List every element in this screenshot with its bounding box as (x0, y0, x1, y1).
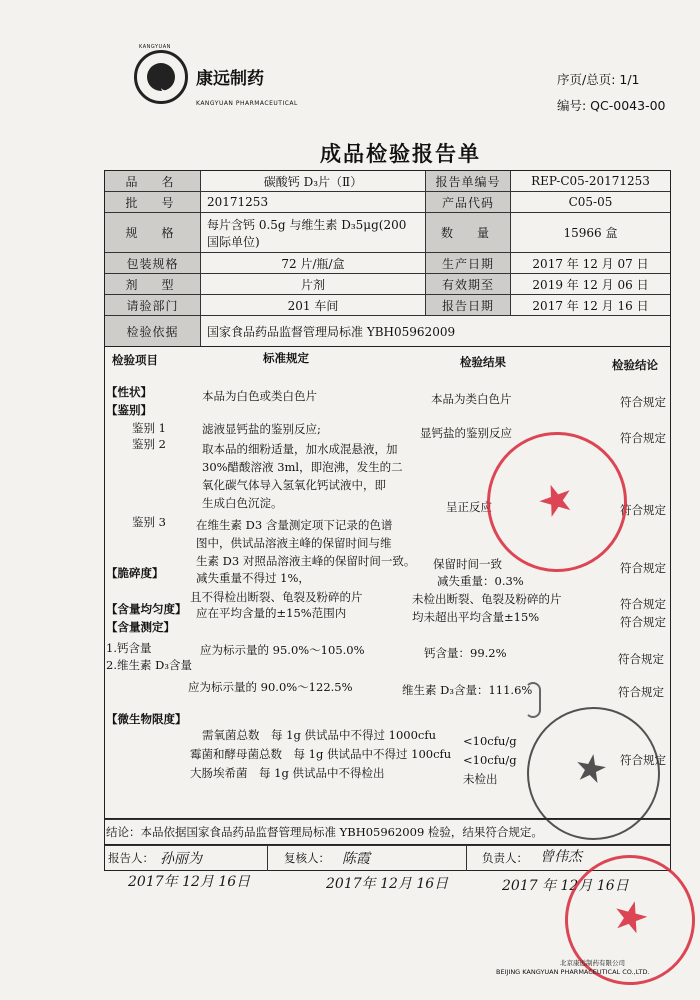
info-table (104, 170, 671, 347)
section-microbial: 【微生物限度】 (106, 712, 187, 726)
ident-3-result: 保留时间一致 (433, 557, 502, 571)
ident-3-label: 鉴别 3 (132, 515, 166, 529)
dosage-form: 片剂 (201, 274, 426, 295)
ident-1-result: 显钙盐的鉴别反应 (420, 426, 512, 440)
ident-3-standard-1: 在维生素 D3 含量测定项下记录的色谱 (196, 518, 393, 532)
manager-date: 2017 年 12月 16日 (502, 878, 629, 894)
ident-2-label: 鉴别 2 (132, 437, 166, 451)
spec-value (201, 213, 426, 253)
micro-1-standard: 需氧菌总数 每 1g 供试品中不得过 1000cfu (202, 728, 437, 742)
ident-3-conclusion: 符合规定 (620, 561, 666, 575)
col-item: 检验项目 (112, 353, 158, 367)
ident-2-standard-2: 30%醋酸溶液 3ml，即泡沸，发生的二 (202, 460, 403, 474)
assay-1-result: 钙含量：99.2% (424, 646, 507, 660)
report-date: 2017 年 12 月 16 日 (511, 295, 670, 316)
section-assay: 【含量测定】 (106, 620, 175, 634)
micro-1-result: <10cfu/g (463, 734, 517, 748)
manager-signature: 曾伟杰 (540, 849, 582, 865)
batch-number: 20171253 (201, 192, 426, 213)
footer-en: BEIJING KANGYUAN PHARMACEUTICAL CO.,LTD. (496, 968, 650, 976)
page-info: 序页/总页: 1/1 (557, 72, 640, 87)
company-logo (134, 50, 188, 104)
reviewer-date: 2017年 12月 16日 (326, 876, 449, 892)
ident-1-conclusion: 符合规定 (620, 431, 666, 445)
pack-label: 包装规格 (105, 253, 201, 274)
request-dept: 201 车间 (201, 295, 426, 316)
expiry-date: 2019 年 12 月 06 日 (511, 274, 670, 295)
assay-2-conclusion: 符合规定 (618, 685, 664, 699)
section-appearance: 【性状】 (106, 385, 152, 399)
product-name-label: 品 名 (105, 171, 201, 192)
assay-1-conclusion: 符合规定 (618, 652, 664, 666)
friability-result-1: 减失重量：0.3% (437, 574, 524, 588)
assay-1-label: 1.钙含量 (106, 641, 152, 655)
seal-star-icon: ★ (529, 470, 583, 530)
paper-clip-icon (525, 682, 541, 718)
quantity-label: 数 量 (426, 213, 511, 253)
company-name-en: KANGYUAN PHARMACEUTICAL (196, 100, 298, 107)
micro-conclusion: 符合规定 (620, 753, 666, 767)
product-code-label: 产品代码 (426, 192, 511, 213)
appearance-result: 本品为类白色片 (431, 392, 512, 406)
footer-cn: 北京康远制药有限公司 (560, 959, 625, 967)
report-no-label: 报告单编号 (426, 171, 511, 192)
spec-line-1: 每片含钙 0.5g 与维生素 D₃5μg(200 (207, 217, 407, 232)
uniformity-standard: 应在平均含量的±15%范围内 (196, 606, 347, 620)
micro-2-result: <10cfu/g (463, 753, 517, 767)
ident-2-standard-4: 生成白色沉淀。 (202, 496, 283, 510)
reporter-date: 2017年 12月 16日 (128, 874, 251, 890)
company-name: 康远制药 (196, 69, 264, 89)
manager-label: 负责人： (482, 851, 528, 865)
col-conclusion: 检验结论 (612, 358, 658, 372)
assay-2-label: 2.维生素 D₃含量 (106, 658, 192, 672)
ident-2-standard-3: 氧化碳气体导入氢氧化钙试液中，即 (202, 478, 386, 492)
conclusion-text: 结论：本品依据国家食品药品监督管理局标准 YBH05962009 检验，结果符合规定。 (106, 825, 543, 839)
reporter-signature: 孙丽为 (160, 851, 202, 867)
micro-3-standard: 大肠埃希菌 每 1g 供试品中不得检出 (190, 766, 385, 780)
ident-2-standard-1: 取本品的细粉适量，加水成混悬液，加 (202, 442, 398, 456)
friability-standard-1: 减失重量不得过 1%， (196, 571, 310, 585)
report-no: REP-C05-20171253 (511, 171, 670, 192)
quantity: 15966 盒 (511, 213, 670, 253)
section-identification: 【鉴别】 (106, 403, 152, 417)
friability-standard-2: 且不得检出断裂、龟裂及粉碎的片 (190, 590, 363, 604)
micro-3-result: 未检出 (463, 772, 498, 786)
ident-3-standard-2: 图中，供试品溶液主峰的保留时间与维 (196, 536, 392, 550)
mfg-date-label: 生产日期 (426, 253, 511, 274)
appearance-conclusion: 符合规定 (620, 395, 666, 409)
mfg-date: 2017 年 12 月 07 日 (511, 253, 670, 274)
col-result: 检验结果 (460, 355, 506, 369)
spec-label: 规 格 (105, 213, 201, 253)
product-code: C05-05 (511, 192, 670, 213)
ident-2-result: 呈正反应 (446, 500, 492, 514)
ident-3-standard-3: 生素 D3 对照品溶液主峰的保留时间一致。 (196, 554, 416, 568)
report-title: 成品检验报告单 (320, 142, 481, 166)
assay-2-standard: 应为标示量的 90.0%～122.5% (188, 680, 353, 694)
uniformity-conclusion: 符合规定 (620, 615, 666, 629)
doc-number: 编号: QC-0043-00 (557, 98, 666, 113)
product-name: 碳酸钙 D₃片（Ⅱ） (201, 171, 426, 192)
ident-1-label: 鉴别 1 (132, 421, 166, 435)
uniformity-result: 均未超出平均含量±15% (412, 610, 540, 624)
batch-label: 批 号 (105, 192, 201, 213)
reviewer-signature: 陈霞 (342, 851, 370, 867)
seal-star-icon: ★ (570, 743, 612, 794)
logo-ring-text: KANGYUAN (139, 44, 171, 50)
reporter-label: 报告人： (108, 851, 154, 865)
appearance-standard: 本品为白色或类白色片 (202, 389, 317, 403)
spec-line-2: 国际单位) (207, 234, 260, 249)
expiry-label: 有效期至 (426, 274, 511, 295)
col-standard: 标准规定 (263, 351, 309, 365)
dept-label: 请验部门 (105, 295, 201, 316)
reviewer-label: 复核人： (284, 851, 330, 865)
friability-conclusion: 符合规定 (620, 597, 666, 611)
report-date-label: 报告日期 (426, 295, 511, 316)
friability-result-2: 未检出断裂、龟裂及粉碎的片 (412, 592, 562, 606)
micro-2-standard: 霉菌和酵母菌总数 每 1g 供试品中不得过 100cfu (190, 747, 452, 761)
basis-label: 检验依据 (105, 316, 201, 346)
test-basis: 国家食品药品监督管理局标准 YBH05962009 (207, 324, 456, 339)
assay-2-result: 维生素 D₃含量：111.6% (402, 683, 533, 697)
pack-spec: 72 片/瓶/盒 (201, 253, 426, 274)
section-uniformity: 【含量均匀度】 (106, 602, 187, 616)
ident-1-standard: 滤液显钙盐的鉴别反应; (202, 422, 321, 436)
section-friability: 【脆碎度】 (106, 566, 164, 580)
form-label: 剂 型 (105, 274, 201, 295)
assay-1-standard: 应为标示量的 95.0%～105.0% (200, 643, 365, 657)
ident-2-conclusion: 符合规定 (620, 503, 666, 517)
logo-mark-icon (147, 63, 175, 91)
seal-star-icon: ★ (606, 888, 656, 946)
